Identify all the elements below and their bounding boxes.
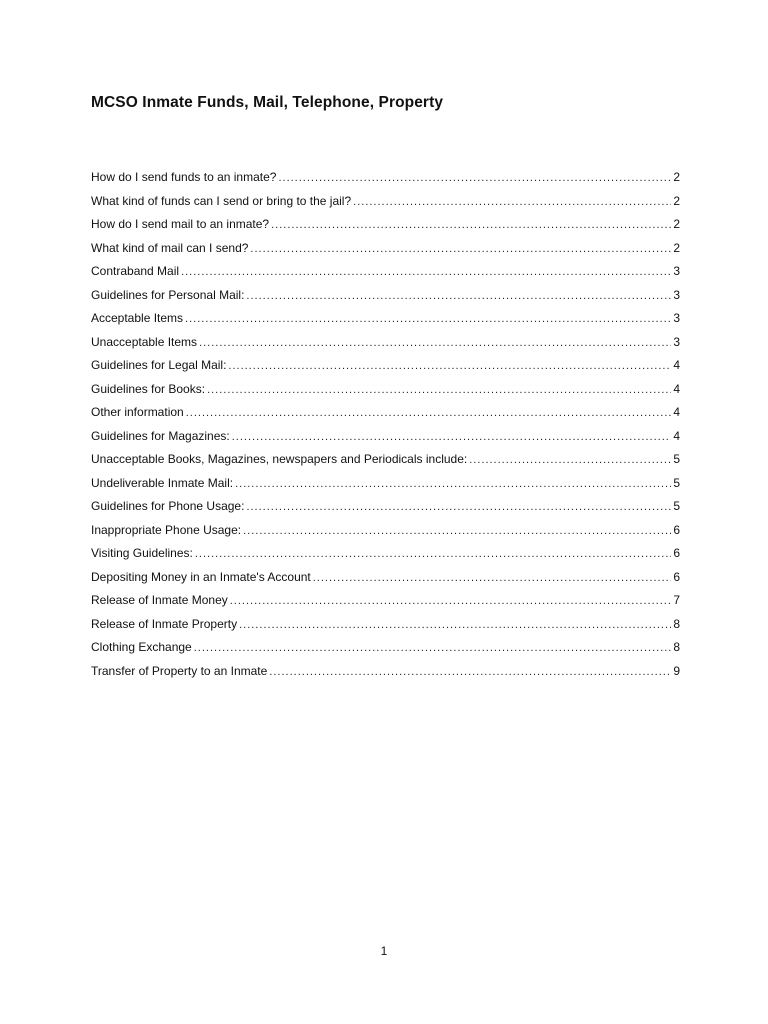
toc-leader-dots (195, 548, 671, 560)
toc-leader-dots (246, 290, 671, 302)
toc-leader-dots (243, 525, 671, 537)
toc-entry-label: Contraband Mail (91, 264, 180, 278)
toc-page-number: 9 (673, 663, 680, 678)
toc-page-number: 3 (673, 287, 680, 302)
toc-entry-label: What kind of funds can I send or bring to the jail? (91, 193, 352, 208)
toc-leader-dots (194, 642, 672, 654)
toc-leader-dots (235, 478, 671, 490)
toc-leader-dots (313, 572, 672, 584)
toc-page-number: 2 (673, 193, 680, 208)
toc-entry-label: Clothing Exchange (91, 640, 192, 654)
toc-page-number: 6 (673, 522, 680, 537)
toc-entry-label: Unacceptable Items (91, 334, 198, 349)
toc-entry[interactable] (91, 476, 680, 500)
toc-entry-label: What kind of mail can I send? (91, 240, 249, 255)
toc-entry[interactable] (91, 452, 680, 476)
toc-page-number: 3 (673, 311, 680, 325)
toc-entry-label: Transfer of Property to an Inmate (91, 663, 268, 678)
toc-page-number: 2 (673, 217, 680, 231)
toc-leader-dots (246, 501, 671, 513)
toc-page-number: 3 (673, 334, 680, 349)
toc-entry[interactable] (91, 499, 680, 523)
toc-entry[interactable] (91, 288, 680, 312)
toc-leader-dots (271, 219, 671, 231)
toc-entry-label: How do I send funds to an inmate? (91, 170, 277, 184)
toc-entry-label: Inappropriate Phone Usage: (91, 522, 242, 537)
toc-entry[interactable] (91, 264, 680, 288)
toc-entry[interactable] (91, 194, 680, 218)
toc-entry[interactable] (91, 593, 680, 617)
toc-page-number: 4 (673, 358, 680, 372)
toc-leader-dots (269, 666, 671, 678)
toc-entry[interactable] (91, 546, 680, 570)
toc-page-number: 6 (673, 546, 680, 560)
toc-entry[interactable] (91, 664, 680, 688)
toc-leader-dots (353, 196, 671, 208)
toc-entry[interactable] (91, 640, 680, 664)
toc-leader-dots (181, 266, 671, 278)
toc-entry-label: How do I send mail to an inmate? (91, 217, 270, 231)
page-number: 1 (380, 944, 388, 958)
toc-page-number: 8 (673, 640, 680, 654)
toc-entry[interactable] (91, 241, 680, 265)
toc-entry[interactable] (91, 382, 680, 406)
toc-page-number: 4 (673, 381, 680, 396)
toc-leader-dots (230, 595, 672, 607)
toc-entry[interactable] (91, 170, 680, 194)
table-of-contents (91, 170, 680, 687)
toc-entry-label: Depositing Money in an Inmate's Account (91, 569, 311, 584)
toc-entry[interactable] (91, 358, 680, 382)
toc-entry[interactable] (91, 405, 680, 429)
toc-entry-label: Guidelines for Magazines: (91, 428, 230, 443)
toc-entry-label: Guidelines for Phone Usage: (91, 499, 245, 513)
toc-leader-dots (239, 619, 671, 631)
toc-entry[interactable] (91, 523, 680, 547)
toc-leader-dots (469, 454, 671, 466)
toc-entry-label: Visiting Guidelines: (91, 546, 193, 560)
toc-entry-label: Release of Inmate Property (91, 616, 238, 631)
toc-entry-label: Other information (91, 405, 184, 419)
toc-page-number: 5 (673, 475, 680, 490)
toc-entry[interactable] (91, 335, 680, 359)
toc-page-number: 5 (673, 452, 680, 466)
toc-leader-dots (250, 243, 671, 255)
toc-page-number: 7 (673, 593, 680, 607)
toc-page-number: 6 (673, 569, 680, 584)
toc-page-number: 8 (673, 616, 680, 631)
toc-entry-label: Undeliverable Inmate Mail: (91, 475, 234, 490)
toc-leader-dots (278, 172, 671, 184)
toc-page-number: 4 (673, 405, 680, 419)
toc-page-number: 2 (673, 240, 680, 255)
toc-entry-label: Release of Inmate Money (91, 593, 228, 607)
toc-entry[interactable] (91, 617, 680, 641)
toc-entry[interactable] (91, 311, 680, 335)
toc-page-number: 5 (673, 499, 680, 513)
toc-entry-label: Acceptable Items (91, 311, 184, 325)
toc-page-number: 2 (673, 170, 680, 184)
toc-entry-label: Guidelines for Legal Mail: (91, 358, 227, 372)
toc-leader-dots (228, 360, 671, 372)
toc-entry-label: Unacceptable Books, Magazines, newspapers and Periodicals include: (91, 452, 468, 466)
toc-leader-dots (185, 313, 671, 325)
toc-leader-dots (186, 407, 672, 419)
document-title: MCSO Inmate Funds, Mail, Telephone, Property (91, 94, 444, 111)
toc-leader-dots (199, 337, 671, 349)
toc-leader-dots (207, 384, 671, 396)
toc-page-number: 3 (673, 264, 680, 278)
toc-entry-label: Guidelines for Personal Mail: (91, 287, 245, 302)
toc-entry[interactable] (91, 429, 680, 453)
toc-entry-label: Guidelines for Books: (91, 381, 206, 396)
toc-page-number: 4 (673, 428, 680, 443)
toc-leader-dots (232, 431, 672, 443)
toc-entry[interactable] (91, 217, 680, 241)
toc-entry[interactable] (91, 570, 680, 594)
